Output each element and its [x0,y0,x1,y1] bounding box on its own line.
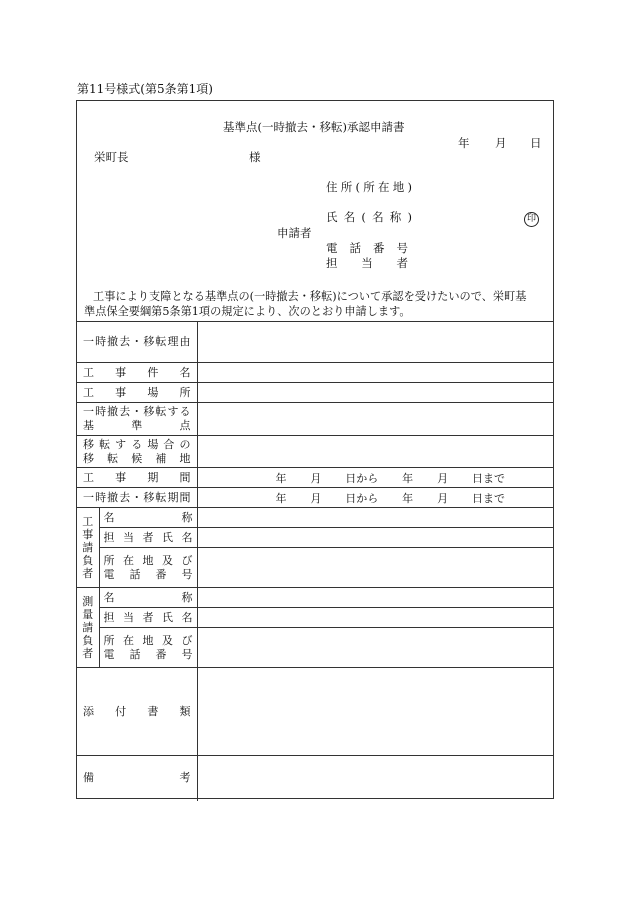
date-day: 日 [530,136,542,150]
statement-line-2: 準点保全要綱第5条第1項の規定により、次のとおり申請します。 [84,305,411,318]
address-label-text: 住 所 ( 所 在 地 ) [326,180,412,194]
field-relocation-site[interactable] [197,436,553,468]
removal-to-day: 日まで [471,491,505,505]
row-surveyor-address [77,628,553,668]
field-reason[interactable] [197,322,553,363]
label-relocation-line-2: 移 転 候 補 地 [83,451,191,465]
field-work-name[interactable] [197,363,553,383]
label-contractor-name [99,508,197,528]
field-benchmark[interactable] [197,403,553,436]
work-from-day: 日から [345,471,379,485]
label-relocation-line-1: 移 転 す る 場 合 の [83,437,191,451]
row-benchmark [77,403,553,436]
work-to-year: 年 [402,471,414,485]
row-work-site [77,383,553,403]
seal-icon [524,210,539,227]
applicant-label: 申請者 [277,226,312,240]
contractor-group-label: 工 事 請 負 者 [77,508,99,588]
label-work-period-text: 工 事 期 間 [83,470,191,484]
removal-from-month: 月 [310,491,322,505]
work-from-month: 月 [310,471,322,485]
label-contractor-address-line-2: 電 話 番 号 [103,567,193,581]
label-surveyor-name-text: 名 称 [103,590,193,604]
field-contractor-person[interactable] [197,528,553,548]
label-contractor-person-text: 担 当 者 氏 名 [103,530,193,544]
label-surveyor-address [99,628,197,668]
label-benchmark [77,403,197,436]
row-surveyor-name [77,588,553,608]
label-work-site-text: 工 事 場 所 [83,385,191,399]
label-remarks [77,756,197,801]
form-table [77,321,553,801]
form-header [77,101,553,321]
field-work-period[interactable] [197,468,553,488]
work-from-year: 年 [275,471,287,485]
removal-from-year: 年 [275,491,287,505]
work-period-dates [204,470,548,486]
row-attachments [77,668,553,756]
field-contractor-address[interactable] [197,548,553,588]
row-surveyor-person [77,608,553,628]
work-to-day: 日まで [471,471,505,485]
field-surveyor-address[interactable] [197,628,553,668]
removal-to-year: 年 [402,491,414,505]
work-to-month: 月 [437,471,449,485]
label-remarks-text: 備 考 [83,771,191,785]
application-form [76,100,554,799]
date-month: 月 [495,136,507,150]
date-year: 年 [458,136,470,150]
label-work-period [77,468,197,488]
phone-label-text: 電 話 番 号 [326,241,408,255]
label-work-site [77,383,197,403]
row-work-period [77,468,553,488]
row-relocation-site [77,436,553,468]
field-work-site[interactable] [197,383,553,403]
label-removal-period [77,488,197,508]
field-removal-period[interactable] [197,488,553,508]
label-surveyor-address-line-1: 所 在 地 及 び [103,633,193,647]
row-work-name [77,363,553,383]
label-benchmark-line-1: 一 時 撤 去 ・ 移 転 す る [83,405,191,418]
surveyor-group-label: 測 量 請 負 者 [77,588,99,668]
form-title: 基準点(一時撤去・移転)承認申請書 [223,120,405,134]
address-label [326,180,412,194]
label-surveyor-person [99,608,197,628]
contact-label-text: 担 当 者 [326,256,408,270]
addressee: 栄町長 [94,150,129,164]
field-surveyor-person[interactable] [197,608,553,628]
label-surveyor-person-text: 担 当 者 氏 名 [103,610,193,624]
row-contractor-address [77,548,553,588]
seal-mark: 印 [524,212,539,227]
row-remarks [77,756,553,801]
label-attachments [77,668,197,756]
field-remarks[interactable] [197,756,553,801]
label-reason [77,322,197,363]
label-work-name [77,363,197,383]
name-label-text: 氏 名 ( 名 称 ) [326,210,412,224]
field-surveyor-name[interactable] [197,588,553,608]
honorific: 様 [249,150,261,164]
name-label [326,210,412,224]
row-removal-period [77,488,553,508]
label-reason-text: 一 時 撤 去 ・ 移 転 理 由 [83,335,191,348]
row-reason [77,322,553,363]
label-contractor-person [99,528,197,548]
label-removal-period-text: 一 時 撤 去 ・ 移 転 期 間 [83,490,191,504]
label-contractor-address-line-1: 所 在 地 及 び [103,553,193,567]
label-attachments-text: 添 付 書 類 [83,704,191,718]
field-contractor-name[interactable] [197,508,553,528]
label-contractor-name-text: 名 称 [103,510,193,524]
removal-to-month: 月 [437,491,449,505]
label-contractor-address [99,548,197,588]
label-work-name-text: 工 事 件 名 [83,365,191,379]
label-surveyor-name [99,588,197,608]
removal-from-day: 日から [345,491,379,505]
contact-label [326,256,408,270]
form-number: 第11号様式(第5条第1項) [77,82,213,96]
label-relocation-site [77,436,197,468]
label-surveyor-address-line-2: 電 話 番 号 [103,647,193,661]
phone-label [326,241,408,255]
row-contractor-person [77,528,553,548]
statement-line-1: 工事により支障となる基準点の(一時撤去・移転)について承認を受けたいので、栄町基 [93,290,527,303]
field-attachments[interactable] [197,668,553,756]
label-benchmark-line-2: 基 準 点 [83,419,191,432]
removal-period-dates [204,490,548,506]
row-contractor-name [77,508,553,528]
